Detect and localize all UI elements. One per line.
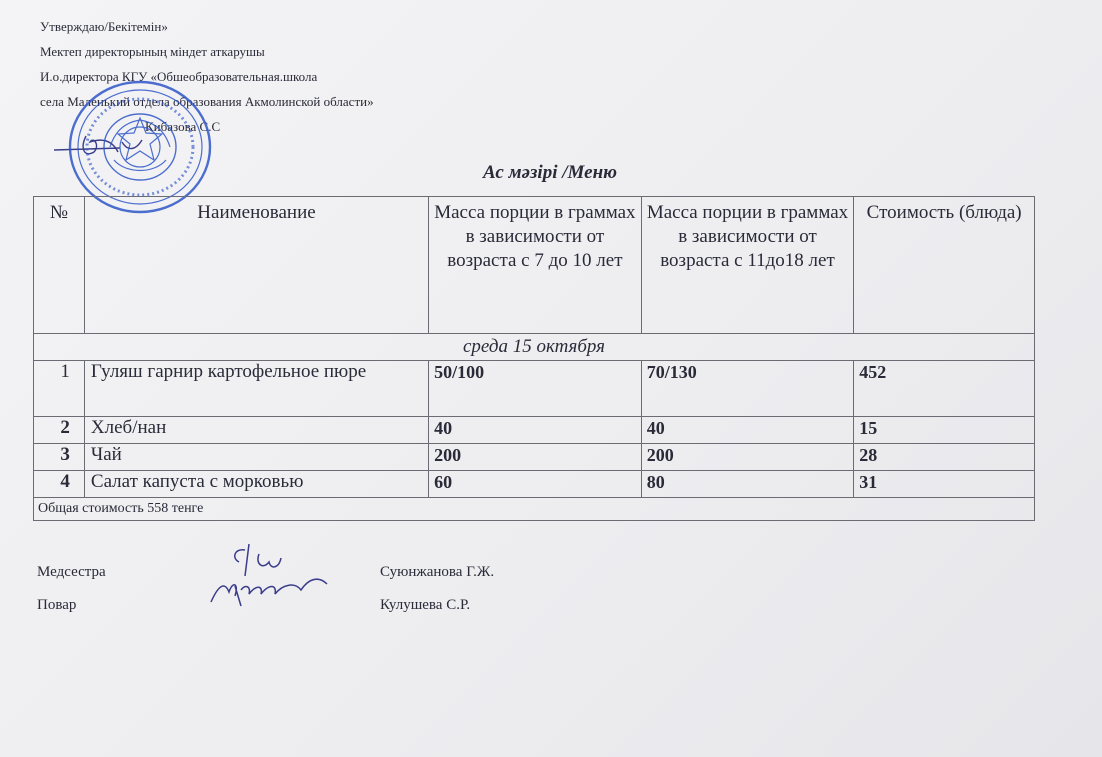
total-row <box>34 498 1035 521</box>
nurse-name: Суюнжанова Г.Ж. <box>380 564 495 580</box>
cook-name: Кулушева С.Р. <box>380 597 471 613</box>
dish-name: Чай <box>84 444 428 471</box>
column-header-number: № <box>34 197 85 334</box>
dish-name: Салат капуста с морковью <box>84 471 428 498</box>
column-header-mass-7-10: Масса порции в граммах в зависимости от возраста с 7 до 10 лет <box>429 197 642 334</box>
mass-7-10: 50/100 <box>429 361 642 417</box>
mass-11-18: 70/130 <box>641 361 854 417</box>
row-number: 4 <box>34 471 85 498</box>
column-header-cost: Стоимость (блюда) <box>854 197 1035 334</box>
mass-7-10: 200 <box>429 444 642 471</box>
approval-line-1: Утверждаю/Бекітемін» <box>40 19 168 34</box>
row-number: 3 <box>34 444 85 471</box>
mass-7-10: 40 <box>429 417 642 444</box>
mass-11-18: 200 <box>641 444 854 471</box>
dish-name: Хлеб/нан <box>84 417 428 444</box>
dish-cost: 28 <box>854 444 1035 471</box>
approval-line-4: села Маленький отдела образования Акмолинской области» <box>40 94 374 109</box>
row-number: 1 <box>34 361 85 417</box>
column-header-mass-11-18: Масса порции в граммах в зависимости от возраста с 11до18 лет <box>641 197 854 334</box>
approval-line-3: И.о.директора КГУ «Обшеобразовательная.школа <box>40 69 318 84</box>
nurse-role: Медсестра <box>37 564 106 580</box>
page-title: Ас мәзірі /Меню <box>483 162 617 183</box>
row-number: 2 <box>34 417 85 444</box>
approval-line-2: Мектеп директорының міндет аткарушы <box>40 44 265 59</box>
table-header-row <box>34 197 1035 334</box>
mass-11-18: 80 <box>641 471 854 498</box>
cook-role: Повар <box>37 597 77 613</box>
director-name: Кибазова С.С <box>145 119 221 134</box>
table-row <box>34 471 1035 498</box>
dish-cost: 31 <box>854 471 1035 498</box>
total-cost: Общая стоимость 558 тенге <box>34 498 1035 521</box>
table-row <box>34 417 1035 444</box>
menu-table <box>33 196 1035 521</box>
column-header-name: Наименование <box>84 197 428 334</box>
mass-7-10: 60 <box>429 471 642 498</box>
day-label: среда 15 октября <box>34 334 1035 361</box>
day-row <box>34 334 1035 361</box>
dish-cost: 452 <box>854 361 1035 417</box>
mass-11-18: 40 <box>641 417 854 444</box>
dish-cost: 15 <box>854 417 1035 444</box>
table-row <box>34 444 1035 471</box>
table-row <box>34 361 1035 417</box>
dish-name: Гуляш гарнир картофельное пюре <box>84 361 428 417</box>
staff-signatures <box>205 540 335 612</box>
